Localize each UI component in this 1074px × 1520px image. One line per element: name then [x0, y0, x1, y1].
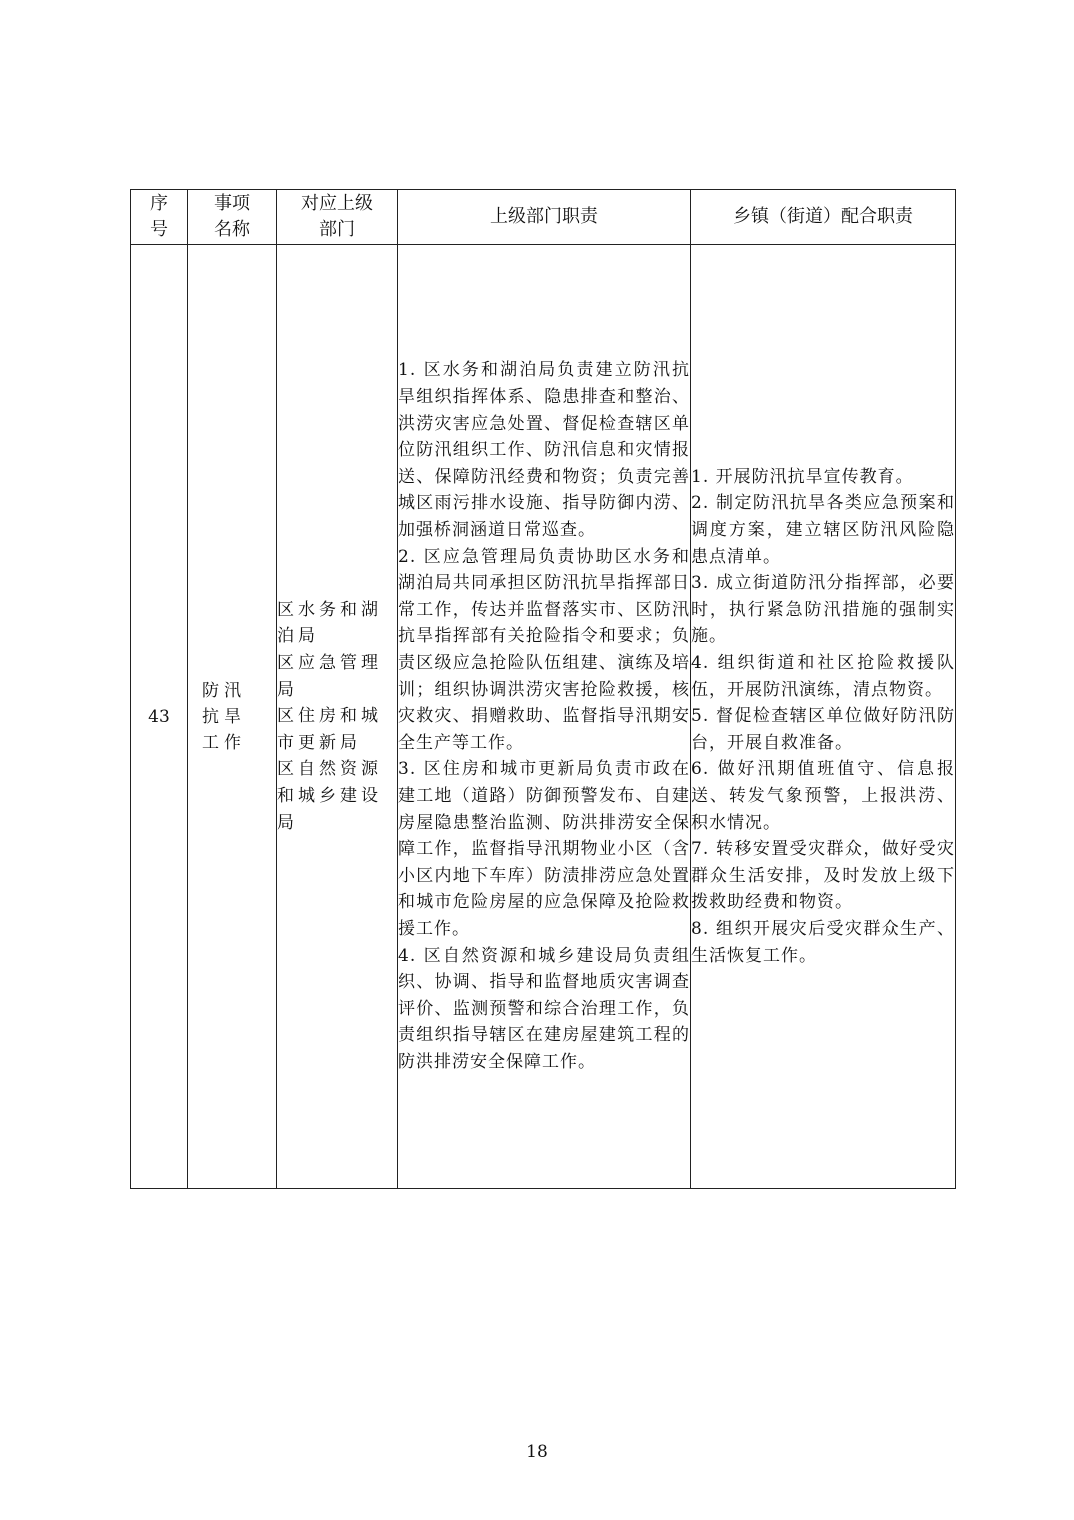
town-duty-item: 7. 转移安置受灾群众，做好受灾群众生活安排，及时发放上级下拨救助经费和物资。: [691, 839, 955, 913]
header-upper-duties: 上级部门职责: [398, 190, 691, 245]
header-item-name: 事项 名称: [188, 190, 277, 245]
department-name: 区住房和城市更新局: [277, 706, 382, 753]
department-name: 区自然资源和城乡建设局: [277, 759, 382, 833]
town-duty-item: 6. 做好汛期值班值守、信息报送、转发气象预警，上报洪涝、积水情况。: [691, 759, 955, 833]
row-town-duties: [691, 245, 956, 1189]
upper-duty-item: 1. 区水务和湖泊局负责建立防汛抗旱组织指挥体系、隐患排查和整治、洪涝灾害应急处置、督促检查辖区单位防汛组织工作、防汛信息和灾情报送、保障防汛经费和物资；负责完善城区雨污排水设施、指导防御内涝、加强桥洞涵道日常巡查。: [398, 360, 690, 541]
town-duty-item: 3. 成立街道防汛分指挥部，必要时，执行紧急防汛措施的强制实施。: [691, 573, 955, 647]
page-number: 18: [526, 1442, 548, 1462]
upper-duty-item: 2. 区应急管理局负责协助区水务和湖泊局共同承担区防汛抗旱指挥部日常工作，传达并监督落实市、区防汛抗旱指挥部有关抢险指令和要求；负责区级应急抢险队伍组建、演练及培训；组织协调洪涝灾害抢险救援，核灾救灾、捐赠救助、监督指导汛期安全生产等工作。: [398, 546, 690, 753]
header-town-duties: 乡镇（街道）配合职责: [691, 190, 956, 245]
header-department: 对应上级 部门: [277, 190, 398, 245]
town-duty-item: 5. 督促检查辖区单位做好防汛防台，开展自救准备。: [691, 706, 955, 753]
header-seq: 序 号: [131, 190, 188, 245]
table-header-row: [131, 190, 956, 245]
row-departments: [277, 245, 398, 1189]
row-item-name: [188, 245, 277, 1189]
town-duty-item: 2. 制定防汛抗旱各类应急预案和调度方案，建立辖区防汛风险隐患点清单。: [691, 493, 955, 567]
table-row: [131, 245, 956, 1189]
department-name: 区水务和湖泊局: [277, 599, 382, 647]
upper-duty-item: 4. 区自然资源和城乡建设局负责组织、协调、指导和监督地质灾害调查评价、监测预警和综合治理工作，负责组织指导辖区在建房屋建筑工程的防洪排涝安全保障工作。: [398, 945, 690, 1072]
upper-duty-item: 3. 区住房和城市更新局负责市政在建工地（道路）防御预警发布、自建房屋隐患整治监测、防洪排涝安全保障工作，监督指导汛期物业小区（含小区内地下车库）防渍排涝应急处置和城市危险房屋的应急保障及抢险救援工作。: [398, 759, 690, 939]
town-duty-item: 8. 组织开展灾后受灾群众生产、生活恢复工作。: [691, 918, 955, 966]
town-duty-item: 1. 开展防汛抗旱宣传教育。: [691, 466, 914, 487]
department-name: 区应急管理局: [277, 653, 382, 700]
row-seq: 43: [131, 245, 188, 1189]
row-upper-duties: [398, 245, 691, 1189]
item-name-text: 防汛抗旱工作: [202, 680, 246, 753]
duties-table: [130, 189, 956, 1189]
town-duty-item: 4. 组织街道和社区抢险救援队伍，开展防汛演练，清点物资。: [691, 653, 955, 700]
